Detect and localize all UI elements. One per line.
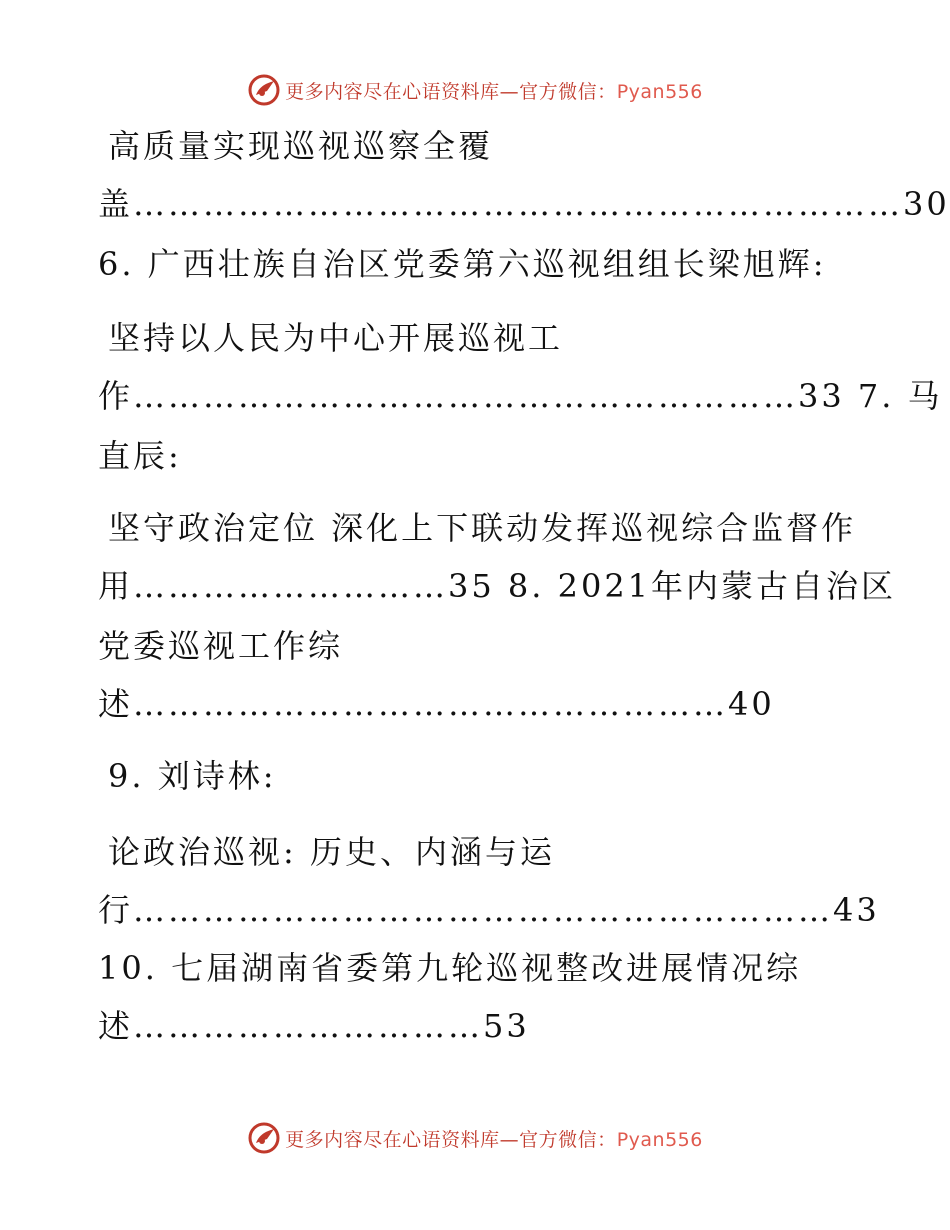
- header-brand: 更多内容尽在心语资料库: [285, 80, 500, 103]
- toc-line: 坚持以人民为中心开展巡视工: [108, 319, 564, 357]
- toc-line: 盖…………………………………………………………30: [98, 185, 950, 223]
- brand-logo-icon: [247, 73, 281, 107]
- brand-logo-icon: [247, 1121, 281, 1155]
- header-separator: —: [499, 80, 520, 103]
- toc-line: 行……………………………………………………43: [98, 891, 880, 929]
- toc-line: 论政治巡视: 历史、内涵与运: [108, 833, 555, 871]
- toc-line: 10. 七届湖南省委第九轮巡视整改进展情况综: [98, 949, 802, 987]
- header-banner: [0, 70, 950, 110]
- toc-line: 9. 刘诗林:: [108, 757, 277, 795]
- footer-wechat-id: Pyan556: [616, 1128, 703, 1151]
- toc-line: 坚守政治定位 深化上下联动发挥巡视综合监督作: [108, 509, 857, 547]
- footer-banner: [0, 1118, 950, 1158]
- toc-line: 高质量实现巡视巡察全覆: [108, 127, 494, 165]
- toc-line: 直辰:: [98, 437, 182, 475]
- toc-line: 6. 广西壮族自治区党委第六巡视组组长梁旭辉:: [98, 245, 827, 283]
- toc-line: 述……………………………………………40: [98, 685, 775, 723]
- footer-brand: 更多内容尽在心语资料库: [285, 1128, 500, 1151]
- toc-line: 作…………………………………………………33 7. 马: [98, 377, 943, 415]
- footer-wechat-label: 官方微信：: [519, 1128, 617, 1151]
- toc-line: 述…………………………53: [98, 1007, 530, 1045]
- header-wechat-label: 官方微信：: [519, 80, 617, 103]
- footer-separator: —: [499, 1128, 520, 1151]
- footer-text: [285, 1125, 703, 1152]
- header-wechat-id: Pyan556: [616, 80, 703, 103]
- toc-line: 用………………………35 8. 2021年内蒙古自治区: [98, 567, 897, 605]
- toc-line: 党委巡视工作综: [98, 627, 344, 665]
- header-text: [285, 77, 703, 104]
